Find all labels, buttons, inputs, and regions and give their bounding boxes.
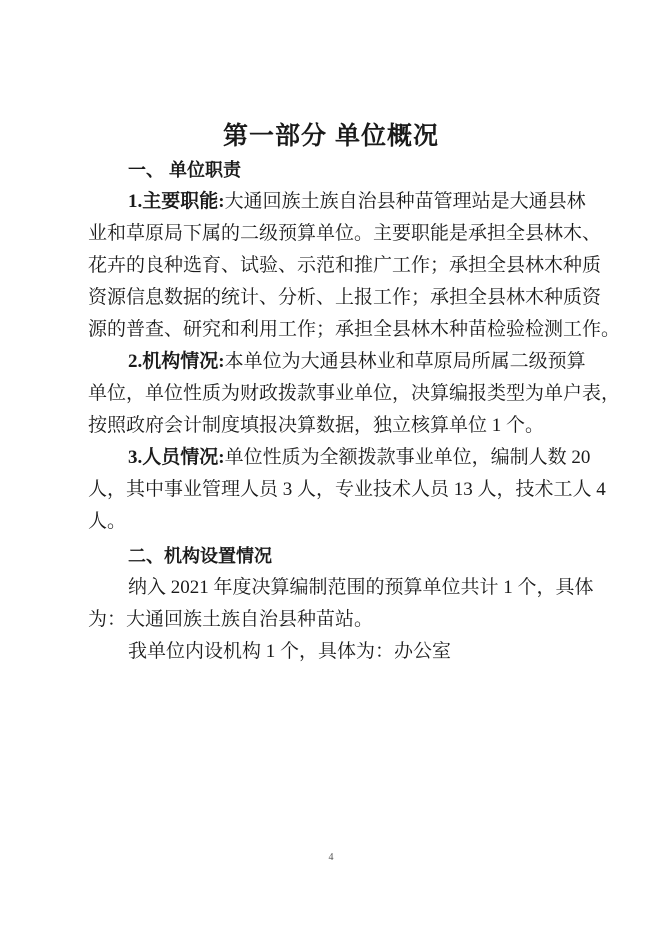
text-line: 源的普查、研究和利用工作；承担全县林木种苗检验检测工作。 (88, 319, 621, 340)
text-line: 单位，单位性质为财政拨款事业单位，决算编报类型为单户表， (88, 383, 621, 404)
text-line: 按照政府会计制度填报决算数据，独立核算单位 1 个。 (88, 415, 545, 436)
page-number: 4 (328, 852, 334, 863)
text-line: 业和草原局下属的二级预算单位。主要职能是承担全县林木、 (88, 223, 602, 244)
paragraph-internal-units (88, 636, 572, 668)
text-line: 人，其中事业管理人员 3 人，专业技术人员 13 人，技术工人 4 (88, 479, 606, 500)
paragraph-label: 3.人员情况: (128, 447, 225, 468)
text-line: 花卉的良种选育、试验、示范和推广工作；承担全县林木种质 (88, 255, 602, 276)
text-line: 为：大通回族土族自治县种苗站。 (88, 609, 374, 630)
page-title: 第一部分 单位概况 (223, 122, 439, 150)
paragraph-organization (88, 346, 621, 442)
paragraph-label: 1.主要职能: (128, 191, 225, 212)
paragraph-staff (88, 442, 606, 538)
text-line: 我单位内设机构 1 个，具体为：办公室 (128, 641, 452, 662)
text-line: 大通回族土族自治县种苗管理站是大通县林 (224, 191, 586, 212)
document-body (88, 154, 621, 668)
text-line: 人。 (88, 511, 127, 532)
paragraph-main-functions (88, 186, 621, 346)
text-line: 单位性质为全额拨款事业单位，编制人数 20 (224, 447, 591, 468)
section-heading-structure: 二、机构设置情况 (128, 546, 272, 566)
section-heading-unit-duties: 一、 单位职责 (128, 160, 242, 180)
text-line: 本单位为大通县林业和草原局所属二级预算 (224, 351, 586, 372)
text-line: 资源信息数据的统计、分析、上报工作；承担全县林木种质资 (88, 287, 602, 308)
paragraph-label: 2.机构情况: (128, 351, 225, 372)
text-line: 纳入 2021 年度决算编制范围的预算单位共计 1 个，具体 (128, 577, 594, 598)
paragraph-scope (88, 572, 594, 636)
